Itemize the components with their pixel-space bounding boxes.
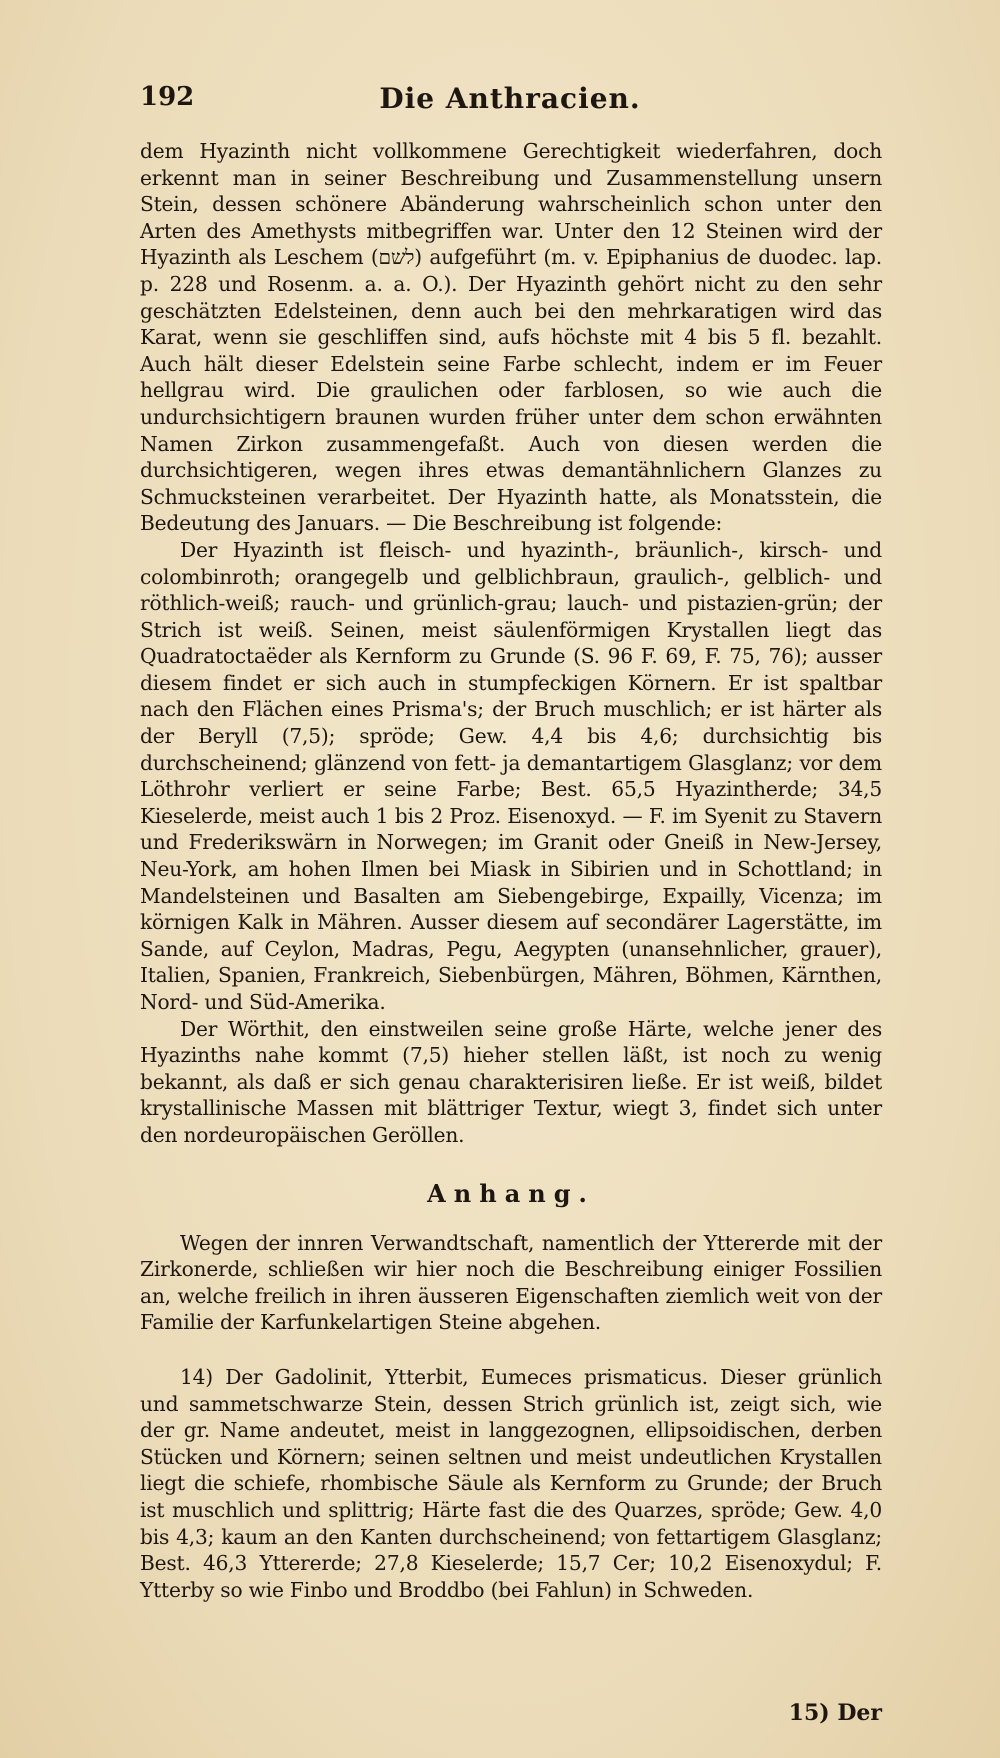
paragraph-woerthit: Der Wörthit, den einstweilen seine große Härte, welche jener des Hyazinths nahe kommt (7,5) hieher stellen läßt, ist noch zu wenig bekannt, als daß er sich genau charakterisiren ließe. Er ist weiß, bildet krystallinische Massen mit blättriger Textur, wiegt 3, findet sich unter den nordeuropäischen Geröllen. [140, 1016, 882, 1147]
paragraph-spacer [140, 1336, 882, 1364]
page-header [140, 82, 880, 122]
paragraph-gadolinit: 14) Der Gadolinit, Ytterbit, Eumeces prismaticus. Dieser grünlich und sammetschwarze Stein, dessen Strich grünlich ist, zeigt sich, wie der gr. Name andeutet, meist in langgezognen, ellipsoidischen, derben Stücken und Körnern; seinen seltnen und meist undeutlichen Krystallen liegt die schiefe, rhombische Säule als Kernform zu Grunde; der Bruch ist muschlich und splittrig; Härte fast die des Quarzes, spröde; Gew. 4,0 bis 4,3; kaum an den Kanten durchscheinend; von fettartigem Glasglanz; Best. 46,3 Yttererde; 27,8 Kieselerde; 15,7 Cer; 10,2 Eisenoxydul; F. Ytterby so wie Finbo und Broddbo (bei Fahlun) in Schweden. [140, 1364, 882, 1602]
paragraph-hyazinth-description: Der Hyazinth ist fleisch- und hyazinth-, bräunlich-, kirsch- und colombinroth; orangegelb und gelblichbraun, graulich-, gelblich- und röthlich-weiß; rauch- und grünlich-grau; lauch- und pistazien-grün; der Strich ist weiß. Seinen, meist säulenförmigen Krystallen liegt das Quadratoctaëder als Kernform zu Grunde (S. 96 F. 69, F. 75, 76); ausser diesem findet er sich auch in stumpfeckigen Körnern. Er ist spaltbar nach den Flächen eines Prisma's; der Bruch muschlich; er ist härter als der Beryll (7,5); spröde; Gew. 4,4 bis 4,6; durchsichtig bis durchscheinend; glänzend von fett- ja demantartigem Glasglanz; vor dem Löthrohr verliert er seine Farbe; Best. 65,5 Hyazintherde; 34,5 Kieselerde, meist auch 1 bis 2 Proz. Eisenoxyd. — F. im Syenit zu Stavern und Frederikswärn in Norwegen; im Granit oder Gneiß in New-Jersey, Neu-York, am hohen Ilmen bei Miask in Sibirien und in Schottland; in Mandelsteinen und Basalten am Siebengebirge, Expailly, Vicenza; im körnigen Kalk in Mähren. Ausser diesem auf secondärer Lagerstätte, im Sande, auf Ceylon, Madras, Pegu, Aegypten (unansehnlicher, grauer), Italien, Spanien, Frankreich, Siebenbürgen, Mähren, Böhmen, Kärnthen, Nord- und Süd-Amerika. [140, 537, 882, 1014]
running-title: Die Anthracien. [379, 82, 641, 115]
catchword: 15) Der [788, 1700, 882, 1726]
page-body [140, 138, 882, 1603]
paragraph-hyazinth-history: dem Hyazinth nicht vollkommene Gerechtigkeit wiederfahren, doch erkennt man in seiner Beschreibung und Zusammenstellung unsern Stein, dessen schönere Abänderung wahrscheinlich schon unter den Arten des Amethysts mitbegriffen war. Unter den 12 Steinen wird der Hyazinth als Leschem (לשם) aufgeführt (m. v. Epiphanius de duodec. lap. p. 228 und Rosenm. a. a. O.). Der Hyazinth gehört nicht zu den sehr geschätzten Edelsteinen, denn auch bei den mehrkaratigen wird das Karat, wenn sie geschliffen sind, aufs höchste mit 4 bis 5 fl. bezahlt. Auch hält dieser Edelstein seine Farbe schlecht, indem er im Feuer hellgrau wird. Die graulichen oder farblosen, so wie auch die undurchsichtigern braunen wurden früher unter dem schon erwähnten Namen Zirkon zusammengefaßt. Auch von diesen werden die durchsichtigeren, wegen ihres etwas demantähnlichern Glanzes zu Schmucksteinen verarbeitet. Der Hyazinth hatte, als Monatsstein, die Bedeutung des Januars. — Die Beschreibung ist folgende: [140, 139, 882, 536]
section-title-anhang: Anhang. [427, 1178, 595, 1208]
paragraph-appendix-intro: Wegen der innren Verwandtschaft, namentlich der Yttererde mit der Zirkonerde, schließen wir hier noch die Beschreibung einiger Fossilien an, welche freilich in ihren äusseren Eigenschaften ziemlich weit von der Familie der Karfunkelartigen Steine abgehen. [140, 1230, 882, 1335]
page-number: 192 [140, 82, 195, 112]
